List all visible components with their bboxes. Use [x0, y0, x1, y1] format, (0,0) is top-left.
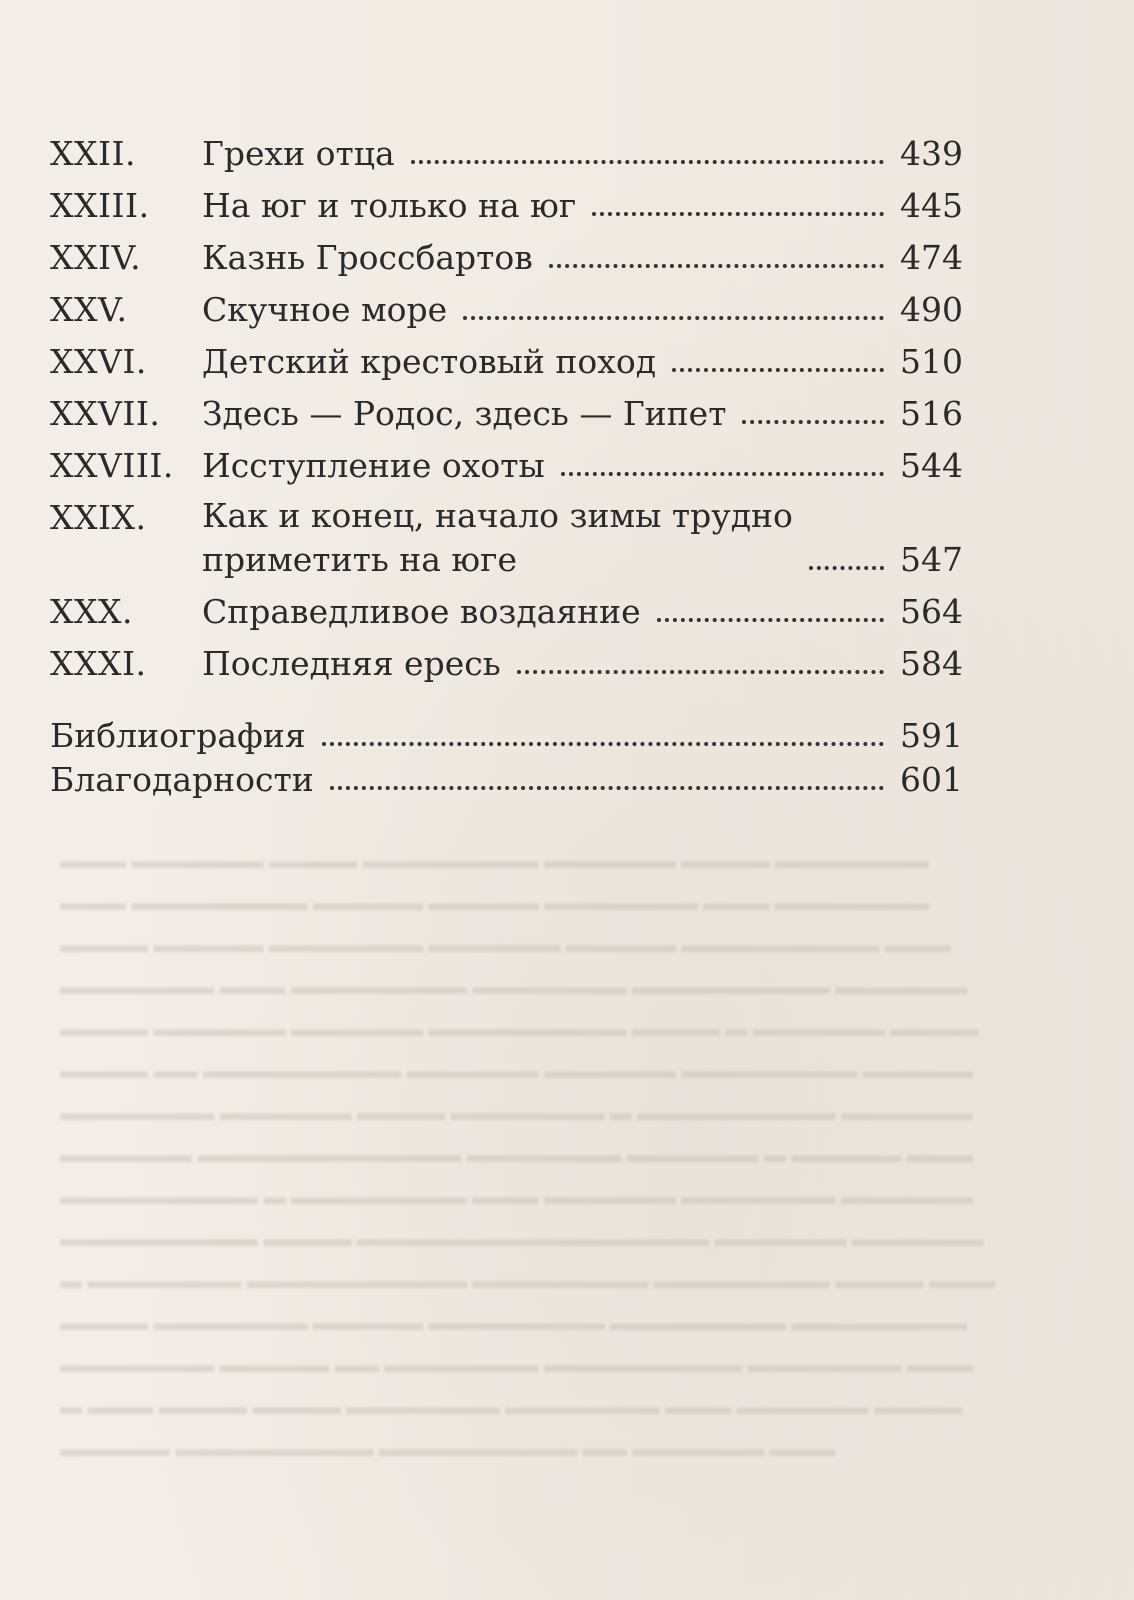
page-number: 510 [900, 342, 963, 381]
chapter-number: XXXI. [50, 644, 147, 683]
toc-entry-xxv[interactable] [50, 284, 963, 336]
page-number: 439 [900, 134, 963, 173]
page-number: 544 [900, 446, 963, 485]
chapter-number: XXIII. [50, 186, 150, 225]
dot-leader [322, 742, 884, 746]
chapter-title: Здесь — Родос, здесь — Гипет [202, 394, 727, 433]
chapter-number: XXV. [50, 290, 128, 329]
dot-leader [561, 472, 884, 476]
dot-leader [672, 368, 884, 372]
toc-entry-xxix[interactable] [50, 492, 963, 586]
page-number: 564 [900, 592, 963, 631]
appendix-title: Благодарности [50, 760, 314, 799]
dot-leader [330, 786, 884, 790]
dot-leader [549, 264, 884, 268]
dot-leader [657, 618, 884, 622]
toc-entry-acknowledgements[interactable] [50, 760, 963, 806]
page-number: 547 [900, 540, 963, 579]
chapter-number: XXX. [50, 592, 133, 631]
chapter-number: XXIX. [50, 498, 147, 537]
page-number: 474 [900, 238, 963, 277]
toc-entry-xxviii[interactable] [50, 440, 963, 492]
toc-entry-xxiii[interactable] [50, 180, 963, 232]
toc-entry-bibliography[interactable] [50, 716, 963, 762]
dot-leader [809, 566, 884, 570]
chapter-number: XXIV. [50, 238, 142, 277]
dot-leader [517, 670, 884, 674]
dot-leader [742, 420, 884, 424]
appendix-title: Библиография [50, 716, 306, 755]
chapter-title: Справедливое воздаяние [202, 592, 641, 631]
table-of-contents [50, 128, 963, 806]
chapter-number: XXII. [50, 134, 137, 173]
toc-entry-xxii[interactable] [50, 128, 963, 180]
dot-leader [463, 316, 884, 320]
chapter-number: XXVII. [50, 394, 161, 433]
page-number: 591 [900, 716, 963, 755]
toc-entry-xxiv[interactable] [50, 232, 963, 284]
page-number: 516 [900, 394, 963, 433]
dot-leader [592, 212, 884, 216]
toc-entry-xxvii[interactable] [50, 388, 963, 440]
chapter-title: Грехи отца [202, 134, 395, 173]
bleed-through-texture: ▬▬▬ ▬▬▬▬▬▬ ▬▬▬▬ ▬▬▬▬▬▬▬▬ ▬▬▬▬▬▬ ▬▬▬▬ ▬▬▬▬▬▬▬ ▬▬▬ ▬▬▬▬▬▬▬▬ ▬▬▬▬▬ ▬▬▬▬▬ ▬▬▬▬▬▬▬ ▬▬▬ ▬▬▬▬▬▬▬ ▬▬▬▬ ▬▬▬▬▬ ▬▬▬▬▬▬▬ ▬▬▬▬▬▬ ▬▬▬▬▬ ▬▬▬▬▬▬▬▬▬ ▬▬▬ ▬▬▬▬▬▬▬ ▬▬▬ ▬▬▬▬▬▬▬▬ ▬▬▬▬▬▬▬ ▬▬▬▬▬▬▬▬▬ ▬▬▬▬▬▬ ▬▬▬▬ ▬▬▬▬▬▬ ▬▬▬▬▬▬ ▬▬▬▬▬▬▬▬▬ ▬▬▬▬ ▬ ▬▬▬▬▬▬ ▬▬▬▬ ▬▬▬▬ ▬▬ ▬▬▬▬▬▬▬▬▬ ▬▬▬▬▬▬ ▬▬▬▬▬▬ ▬▬▬▬▬▬▬▬ ▬▬▬▬▬ ▬▬▬▬▬▬▬ ▬▬▬▬▬▬ ▬▬▬▬ ▬▬▬▬▬▬▬ ▬ ▬▬▬▬▬▬▬▬▬ ▬▬▬▬▬▬ ▬▬▬▬▬▬ ▬▬▬▬▬▬▬▬▬▬▬▬ ▬▬▬▬▬▬▬ ▬▬▬▬▬▬ ▬ ▬▬▬▬▬ ▬▬▬ ▬▬▬▬▬▬▬▬▬ ▬ ▬▬▬▬▬▬▬▬ ▬▬▬ ▬▬▬▬▬▬ ▬▬▬▬▬▬▬ ▬▬▬▬▬▬ ▬▬▬▬▬▬▬▬▬ ▬▬▬▬ ▬▬▬▬▬▬▬▬▬▬▬▬▬▬▬▬ ▬▬▬▬▬▬ ▬▬▬▬▬▬ ▬ ▬▬▬▬▬▬▬ ▬▬▬▬▬▬▬▬▬▬ ▬▬▬▬▬▬▬▬ ▬▬▬▬▬▬▬▬ ▬▬▬▬ ▬▬▬ ▬▬▬▬ ▬▬▬▬▬▬▬ ▬▬▬▬▬ ▬▬▬▬▬▬▬▬ ▬▬▬▬▬▬▬▬ ▬▬▬▬▬▬▬▬ ▬▬▬▬▬▬▬ ▬▬▬▬▬ ▬▬ ▬▬▬▬▬▬▬ ▬▬▬▬▬▬▬▬▬ ▬▬▬▬▬▬▬ ▬▬▬ ▬ ▬▬▬ ▬▬▬▬ ▬▬▬▬ ▬▬▬▬▬▬▬ ▬▬▬▬▬▬▬ ▬▬▬ ▬▬▬▬▬▬ ▬▬▬▬ ▬▬▬▬▬ ▬▬▬▬▬▬▬▬▬ ▬▬▬▬▬▬▬▬▬ ▬▬ ▬▬▬▬▬▬ ▬▬▬ [60, 848, 995, 1461]
page-number: 601 [900, 760, 963, 799]
chapter-title: Последняя ересь [202, 644, 501, 683]
dot-leader [411, 160, 884, 164]
chapter-title: Исступление охоты [202, 446, 545, 485]
chapter-title: Скучное море [202, 290, 448, 329]
toc-entry-xxx[interactable] [50, 586, 963, 638]
page-number: 490 [900, 290, 963, 329]
page-number: 445 [900, 186, 963, 225]
chapter-title: Как и конец, начало зимы трудно приметить на юге [202, 496, 793, 579]
toc-entry-xxvi[interactable] [50, 336, 963, 388]
chapter-title: Детский крестовый поход [202, 342, 657, 381]
toc-entry-xxxi[interactable] [50, 638, 963, 690]
chapter-title: Казнь Гроссбартов [202, 238, 533, 277]
chapter-number: XXVI. [50, 342, 147, 381]
chapter-number: XXVIII. [50, 446, 174, 485]
page-number: 584 [900, 644, 963, 683]
chapter-title: На юг и только на юг [202, 186, 577, 225]
